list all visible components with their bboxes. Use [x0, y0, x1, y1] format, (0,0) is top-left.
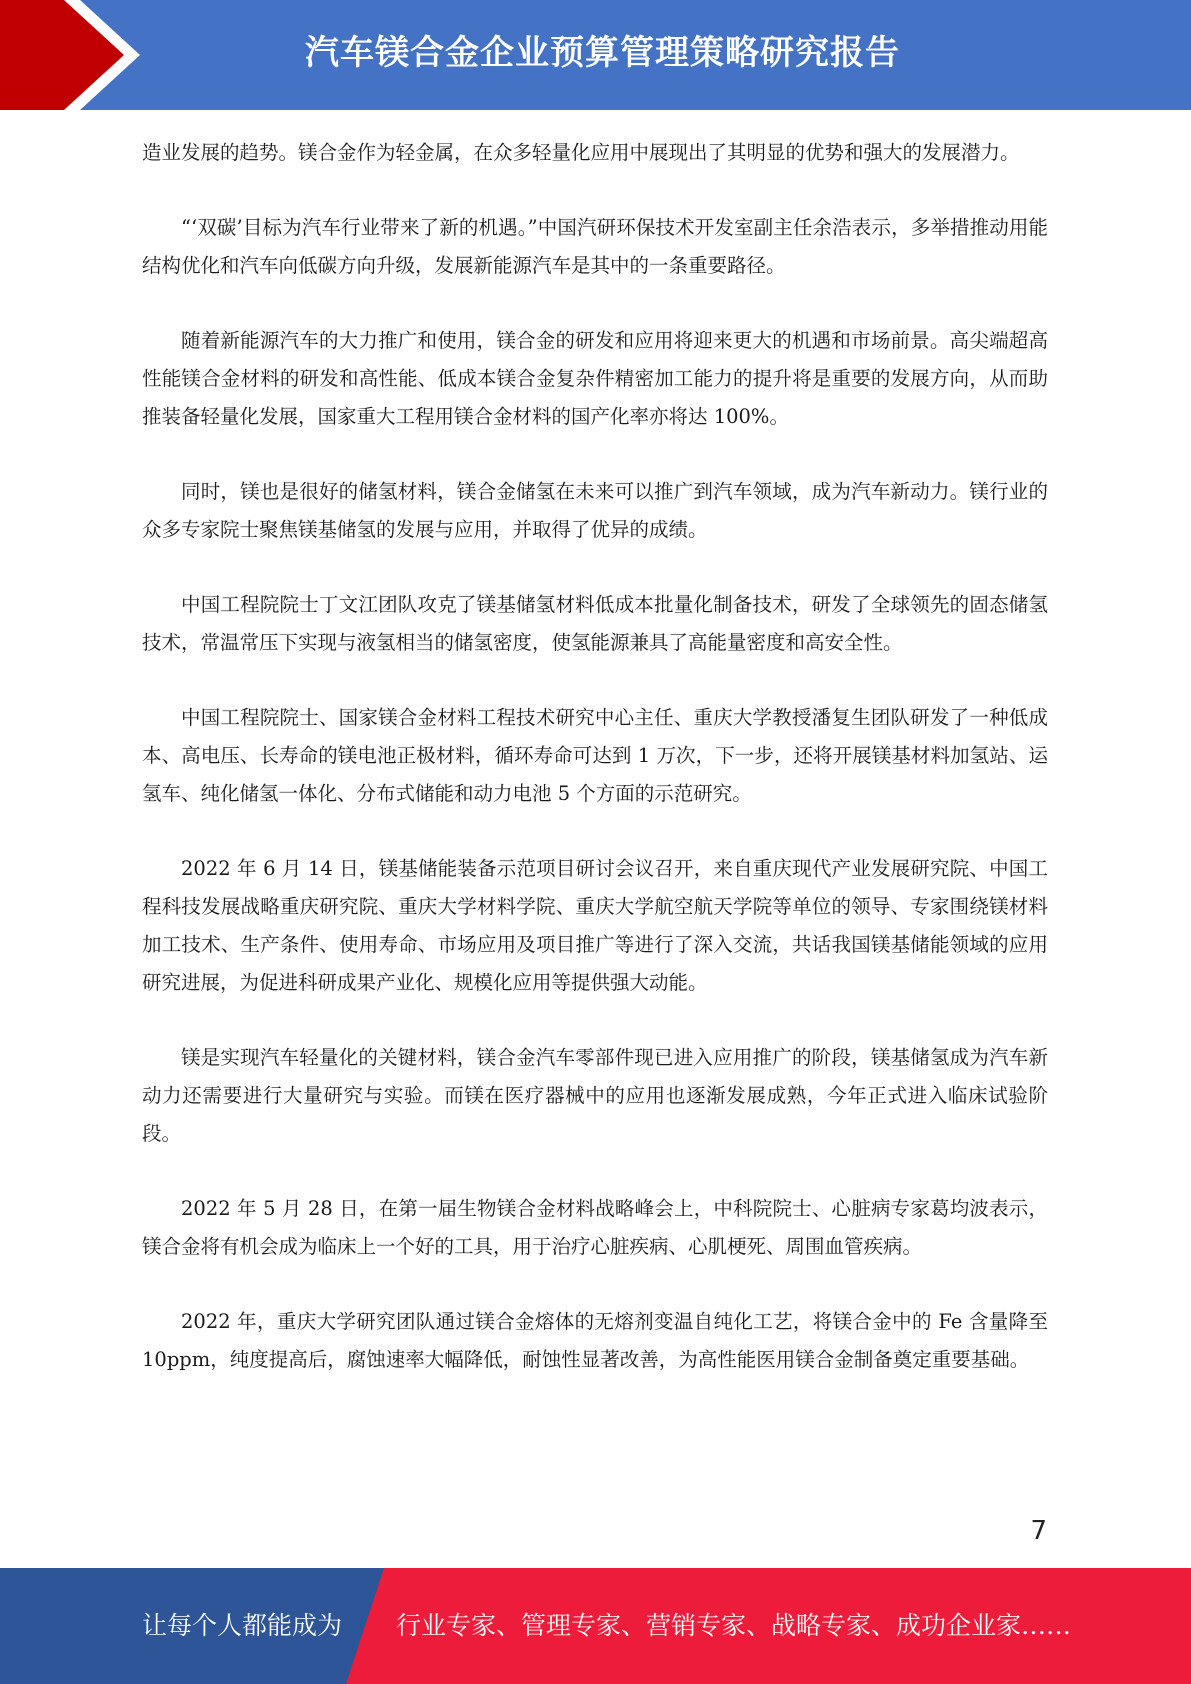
- article-body: [142, 134, 1048, 1416]
- paragraph-9: 2022 年 5 月 28 日，在第一届生物镁合金材料战略峰会上，中科院院士、心脏病专家葛均波表示，镁合金将有机会成为临床上一个好的工具，用于治疗心脏疾病、心肌梗死、周围血管疾病。: [142, 1197, 1048, 1258]
- footer-slogan-right: 行业专家、管理专家、营销专家、战略专家、成功企业家……: [396, 1611, 1072, 1640]
- paragraph-1: 造业发展的趋势。镁合金作为轻金属，在众多轻量化应用中展现出了其明显的优势和强大的发展潜力。: [142, 141, 1020, 164]
- paragraph-4: 同时，镁也是很好的储氢材料，镁合金储氢在未来可以推广到汽车领域，成为汽车新动力。镁行业的众多专家院士聚焦镁基储氢的发展与应用，并取得了优异的成绩。: [142, 480, 1048, 541]
- header-band: [0, 0, 1191, 110]
- paragraph-3: 随着新能源汽车的大力推广和使用，镁合金的研发和应用将迎来更大的机遇和市场前景。高尖端超高性能镁合金材料的研发和高性能、低成本镁合金复杂件精密加工能力的提升将是重要的发展方向，从而助推装备轻量化发展，国家重大工程用镁合金材料的国产化率亦将达 100%。: [142, 329, 1048, 428]
- paragraph-5: 中国工程院院士丁文江团队攻克了镁基储氢材料低成本批量化制备技术，研发了全球领先的固态储氢技术，常温常压下实现与液氢相当的储氢密度，使氢能源兼具了高能量密度和高安全性。: [142, 593, 1048, 654]
- page-title: 汽车镁合金企业预算管理策略研究报告: [305, 33, 900, 73]
- paragraph-8: 镁是实现汽车轻量化的关键材料，镁合金汽车零部件现已进入应用推广的阶段，镁基储氢成为汽车新动力还需要进行大量研究与实验。而镁在医疗器械中的应用也逐渐发展成熟，今年正式进入临床试验阶段。: [142, 1046, 1048, 1145]
- footer-band: [0, 1568, 1191, 1684]
- paragraph-7: 2022 年 6 月 14 日，镁基储能装备示范项目研讨会议召开，来自重庆现代产业发展研究院、中国工程科技发展战略重庆研究院、重庆大学材料学院、重庆大学航空航天学院等单位的领导、专家围绕镁材料加工技术、生产条件、使用寿命、市场应用及项目推广等进行了深入交流，共话我国镁基储能领域的应用研究进展，为促进科研成果产业化、规模化应用等提供强大动能。: [142, 857, 1048, 994]
- paragraph-6: 中国工程院院士、国家镁合金材料工程技术研究中心主任、重庆大学教授潘复生团队研发了一种低成本、高电压、长寿命的镁电池正极材料，循环寿命可达到 1 万次，下一步，还将开展镁基材料加氢站、运氢车、纯化储氢一体化、分布式储能和动力电池 5 个方面的示范研究。: [142, 706, 1048, 805]
- footer-slogan-left: 让每个人都能成为: [142, 1611, 343, 1640]
- paragraph-2: “‘双碳’目标为汽车行业带来了新的机遇。”中国汽研环保技术开发室副主任余浩表示，多举措推动用能结构优化和汽车向低碳方向升级，发展新能源汽车是其中的一条重要路径。: [142, 216, 1048, 277]
- paragraph-10: 2022 年，重庆大学研究团队通过镁合金熔体的无熔剂变温自纯化工艺，将镁合金中的 Fe 含量降至 10ppm，纯度提高后，腐蚀速率大幅降低，耐蚀性显著改善，为高性能医用镁合金制备奠定重要基础。: [142, 1310, 1048, 1371]
- page-number: 7: [1030, 1516, 1047, 1546]
